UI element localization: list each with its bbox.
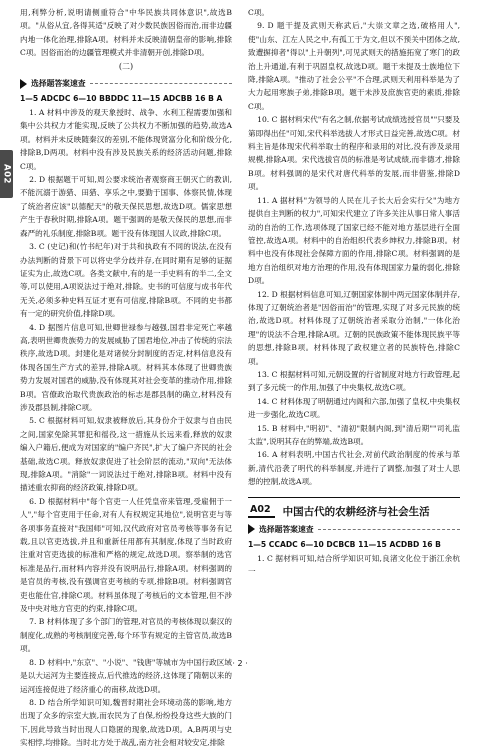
triangle-marker-icon: [248, 524, 255, 534]
answer-explanation: 4. D 据图片信息可知,世卿世禄参与越强,国君非定死亡率越高,表明世卿贵族势力的发展威胁了国君地位,冲击了传统的宗法秩序,故选D项。封建化是对诸侯分封制度的否定,材料信息没有体现各国生产方式的差异,排除A项。材料其本体现了世卿贵族势力发展对国君的威胁,没有体现其对社会变革的推动作用,排除B项。官僚政治取代贵族政治的标志是郡县制的确立,材料没有涉及郡县制,排除C项。: [20, 322, 232, 412]
answer-explanation: 13. C 根据材料可知,元朝设置的行省制度对地方行政管理,起到了多元统一的作用,加强了中央集权,故选C项。: [248, 369, 460, 393]
part-heading: (二): [118, 61, 134, 71]
answer-explanation: 1. C 据材料可知,结合所学知识可知,良渚文化位于浙江余杭一: [248, 553, 460, 577]
section-side-tab: A02: [0, 150, 13, 198]
answer-explanation: 14. C 材料体现了明朝通过内阁和六部,加强了皇权,中央集权进一步强化,故选C项。: [248, 396, 460, 420]
answer-explanation: 7. B 材料体现了多个部门的管理,对官员的考核体现以秦汉的制度化,成熟的考核制度完善,每个环节有规定的主管官员,故选B项。: [20, 617, 232, 654]
section-title-bar: [20, 77, 232, 90]
answer-key-line: 1—5 ADCDC 6—10 BBDDC 11—15 ADCBB 16 B A: [20, 94, 223, 104]
left-column: [20, 6, 232, 748]
dotted-divider: [90, 83, 232, 84]
section-title-bar: [248, 523, 460, 536]
answer-explanation: 8. D 材料中,"东京"、"小说"、"钱唐"等城市为中国行政区域是以大运河为主要连接点,后代推选的经济,这体现了隋朝以来的运河连接促进了经济重心的南移,故选D项。: [20, 657, 232, 694]
answer-explanation: 1. A 材料中涉及的观天象授时、战争、水利工程需要加强和集中公共权力才能实现,反映了公共权力不断加强的趋势,故选A项。材料并未反映随秦汉的差别,不能体现贤富分化和阶级分化,排除B,D两项。材料中没有涉及民族关系的经济活动问题,排除C项。: [20, 108, 232, 171]
intro-paragraph: 用,利弊分析,说明请侧重符合"中华民族共同体意识",故选B项。"从俗从宜,各得其适"反映了对少数民族因俗而治,而非边疆内地一体化治理,排除A项。材料并未反映清朝皇帝的影响,排除C项。因俗而治的边疆管理模式并非清朝开创,排除D项。: [20, 8, 232, 58]
section-title: 选择题答案速查: [259, 524, 314, 534]
answer-explanation: 10. C 据材料宋代"有名之制,依据考试成绩选授官员""只要及第即得出任"可知,宋代科举选拔人才形式日益完善,故选C项。材料主旨是体现宋代科举取士的程序和录用的对比,没有涉及录用规模,排除A项。宋代选拔官员的标准是考试成绩,而非德才,排除B项。材料强调的是宋代对唐代科举的发展,而非借鉴,排除D项。: [248, 115, 460, 192]
page-number: · 2 ·: [232, 659, 248, 668]
answer-explanation: 6. D 根据材料中"每个官吏一人任凭皇帝来管理,受雇佣于一人","每个官吏用于任命,对有人有权规定其地位",说明官吏与等各项事务直接对"我国师"可知,汉代政府对官员考核等事务有记载,且以官吏选拔,并且和重新任用都有其制度,体现了当时政府注重对官吏选拔的标准和严格的规定,故选D项。察举制的选官标准是品行,而材料内容并没有说明品行,排除A项。材料强调的是官员的考核,没有强调官吏考核的专项,排除B项。材料强调官吏也能仕官,排除C项。材料虽体现了考核后的文本管理,但不涉及中央对地方官吏的约束,排除C项。: [20, 496, 232, 614]
chapter-code: A02: [248, 504, 275, 518]
answer-explanation: 8. D 结合所学知识可知,魏晋时期社会环境动荡的影响,地方出现了众多的宗室大族,而农民为了自保,纷纷投身这些大族的门下,因此导致当时出现人口隐匿的现象,故选D项。A,B两项与史实相悖,均排除。当时北方处于战乱,南方社会相对较安定,排除: [20, 697, 232, 748]
answer-explanation: 15. B 材料中,"明初"、"清初"限制内阁,到"清后期""司礼监太监",说明其存在的弊端,故选B项。: [248, 423, 460, 446]
answer-explanation: 16. A 材料表明,中国古代社会,对前代政治制度的传承与革新,清代沿袭了明代的科举制度,并进行了调整,加强了对士人思想的控制,故选A项。: [248, 450, 460, 487]
dotted-divider: [318, 529, 460, 530]
answer-explanation: 2. D 根据题干可知,周公要求统治者观察商王朝灭亡的教训,不能沉溺于游猎、田猎、享乐之中,要勤于国事、体察民情,体现了统治者应该"以德配天"的敬天保民思想,故选D项。儒家思想产生于春秋时期,排除A项。题干强调的是敬天保民的思想,而非森严的礼乐制度,排除B项。题干没有体现国人议政,排除C项。: [20, 175, 232, 238]
answer-explanation: 9. D 题干提及武则天称武后,"大崇文章之选,破格用人",使"山东、江左人民之中,有孤工于为文,但以不预关中团体之故,致遭摒抑者"得以"上升朝列",可见武则天的措施拓宽了寒门的政治上升通道,有利于巩固皇权,故选D项。题干未提及士族地位下降,排除A项。"推动了社会公平"不合理,武则天利用科举是为了大力起用寒族子弟,排除B项。题干未涉及庶族官吏的素质,排除C项。: [248, 21, 460, 111]
section-title: 选择题答案速查: [31, 79, 86, 89]
answer-explanation: 11. A 据材料"为领导的人民在儿子长大后会实行父"为地方提供自主判断的权力",可知宋代建立了许多关注从事日常人事活动的自治的工作,选项体现了国家已经不能对地方基层进行全面管控,故选A项。材料中的自治组织代表乡绅权力,排除B项。材料中也没有体现社会保障方面的作用,排除C项。材料强调的是地方自治组织对地方治理的作用,没有体现国家力量的弱化,排除D项。: [248, 195, 460, 286]
answer-explanation: 12. D 根据材料信息可知,辽朝国家体制中两元国家体制并存,体现了辽朝统治者是"因俗而治"的管理,实现了对多元民族的统治,故选D项。材料体现了辽朝统治者采取分治制,"一体化治理"的说法不合理,排除A项。辽朝的民族政策不能体现民族平等的思想,排除B项。材料体现了政权建立者的民族特色,排除C项。: [248, 289, 460, 366]
triangle-marker-icon: [20, 79, 27, 89]
answer-explanation: 5. C 根据材料可知,奴隶被释放后,其身份介于奴隶与自由民之间,国家免除其罪犯和徭役,这一措施从长远来看,释放的奴隶编入户籍后,便成为对国家的"编户齐民",扩大了编户齐民的社会基础,故选C项。释放奴隶促进了社会阶层的流动,"双向"无法体现,排除A项。"消除"一词说法过于绝对,排除B项。材料中没有描述重农抑商的经济政策,排除D项。: [20, 416, 232, 493]
right-column: [248, 6, 460, 654]
answer-explanation: 3. C (史记)和(竹书纪年)对于共和执政有不同的说法,在没有办法判断的背景下可以将史学分歧并存,在同时期有足够的证据证实为止,故选C项。各类文献中,有的是一手史料有的半二,全文等,可以使用,A项说法过于绝对,排除。史书的可信度与成书年代无关,必须多种史料互证才更有可信度,排除B项。不同的史书都有一定的研究价值,排除D项。: [20, 242, 232, 319]
answer-explanation: C项。: [248, 8, 269, 17]
answer-key-line: 1—5 CCADC 6—10 DCBCB 11—15 ACDBD 16 B: [248, 539, 441, 549]
chapter-header: [248, 497, 460, 519]
chapter-title: 中国古代的农耕经济与社会生活: [282, 505, 430, 518]
